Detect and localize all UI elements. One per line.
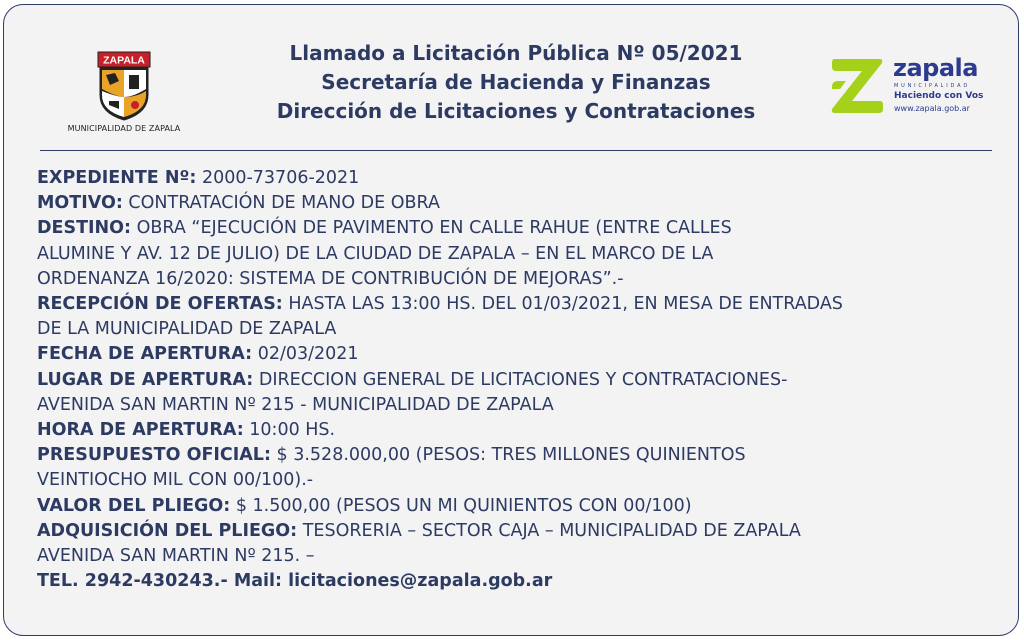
lugar-line	[37, 368, 1012, 393]
fecha-line	[37, 342, 1012, 367]
motivo-line	[37, 191, 1012, 216]
lugar-value: DIRECCION GENERAL DE LICITACIONES Y CONTRATACIONES-	[253, 369, 788, 390]
municipal-crest	[66, 51, 182, 133]
header-secretaria: Secretaría de Hacienda y Finanzas	[321, 70, 711, 94]
hora-line	[37, 418, 1012, 443]
fecha-value: 02/03/2021	[252, 344, 359, 365]
presupuesto-value: $ 3.528.000,00 (PESOS: TRES MILLONES QUINIENTOS	[270, 445, 746, 466]
destino-value: OBRA “EJECUCIÓN DE PAVIMENTO EN CALLE RAHUE (ENTRE CALLES	[131, 218, 732, 239]
lugar-line-2: AVENIDA SAN MARTIN Nº 215 - MUNICIPALIDAD DE ZAPALA	[37, 394, 554, 415]
recepcion-line	[37, 292, 1012, 317]
adquisicion-label: ADQUISICIÓN DEL PLIEGO:	[37, 520, 298, 541]
expediente-value: 2000-73706-2021	[196, 168, 360, 188]
contact-line	[37, 569, 1012, 594]
expediente-label: EXPEDIENTE Nº:	[37, 168, 197, 188]
brand-wordmark: zapala	[893, 54, 978, 82]
valor-value: $ 1.500,00 (PESOS UN MI QUINIENTOS CON 00/100)	[230, 495, 692, 516]
zapala-z-icon	[830, 57, 884, 115]
crest-caption: MUNICIPALIDAD DE ZAPALA	[67, 124, 181, 133]
valor-label: VALOR DEL PLIEGO:	[37, 495, 231, 516]
expediente-line	[37, 166, 1012, 191]
motivo-value: CONTRATACIÓN DE MANO DE OBRA	[122, 193, 440, 214]
crest-shield-icon	[97, 51, 151, 121]
adquisicion-line-2: AVENIDA SAN MARTIN Nº 215. –	[37, 546, 315, 567]
motivo-label: MOTIVO:	[37, 193, 123, 214]
brand-subtitle: MUNICIPALIDAD	[894, 83, 970, 89]
destino-line-3: ORDENANZA 16/2020: SISTEMA DE CONTRIBUCIÓN DE MEJORAS”.-	[37, 268, 624, 289]
brand-url: www.zapala.gob.ar	[894, 104, 970, 113]
hora-label: HORA DE APERTURA:	[37, 420, 244, 441]
recepcion-line-2: DE LA MUNICIPALIDAD DE ZAPALA	[37, 319, 337, 340]
destino-line-2: ALUMINE Y AV. 12 DE JULIO) DE LA CIUDAD DE ZAPALA – EN EL MARCO DE LA	[37, 243, 714, 264]
header-direccion: Dirección de Licitaciones y Contrataciones	[276, 99, 756, 123]
header-divider	[40, 150, 992, 151]
adquisicion-line	[37, 519, 1012, 544]
recepcion-value: HASTA LAS 13:00 HS. DEL 01/03/2021, EN MESA DE ENTRADAS	[282, 294, 843, 315]
fecha-label: FECHA DE APERTURA:	[37, 344, 253, 365]
adquisicion-value: TESORERIA – SECTOR CAJA – MUNICIPALIDAD DE ZAPALA	[297, 520, 801, 541]
recepcion-label: RECEPCIÓN DE OFERTAS:	[37, 294, 283, 315]
notice-header	[214, 39, 818, 126]
destino-label: DESTINO:	[37, 218, 132, 239]
presupuesto-line-2: VEINTIOCHO MIL CON 00/100).-	[37, 470, 314, 491]
valor-line	[37, 494, 1012, 519]
presupuesto-line	[37, 443, 1012, 468]
lugar-label: LUGAR DE APERTURA:	[37, 369, 254, 390]
destino-line	[37, 216, 1012, 241]
contact-text: TEL. 2942-430243.- Mail: licitaciones@zapala.gob.ar	[37, 571, 553, 592]
crest-label: ZAPALA	[103, 54, 145, 67]
notice-body	[37, 166, 1012, 594]
zapala-brand-logo	[830, 54, 1000, 121]
header-title: Llamado a Licitación Pública Nº 05/2021	[289, 41, 743, 65]
brand-slogan: Haciendo con Vos	[894, 91, 984, 101]
hora-value: 10:00 HS.	[243, 420, 336, 441]
presupuesto-label: PRESUPUESTO OFICIAL:	[37, 445, 271, 466]
